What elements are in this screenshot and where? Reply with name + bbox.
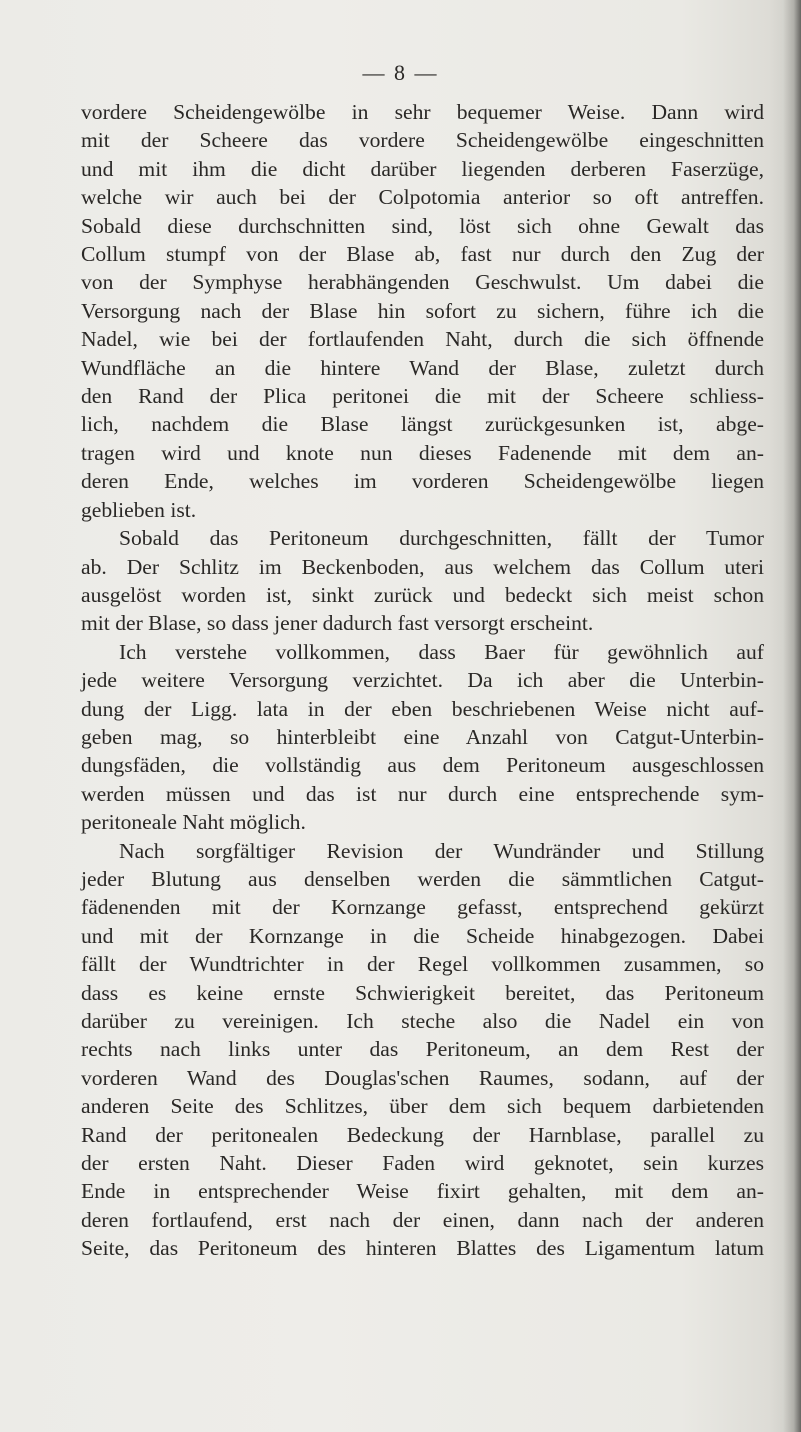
text-line: Nach sorgfältiger Revision der Wundränder und Stillung	[119, 838, 764, 863]
text-line: tragen wird und knote nun dieses Fadenende mit dem an-	[81, 440, 764, 465]
text-line: deren Ende, welches im vorderen Scheidengewölbe liegen	[81, 469, 764, 494]
text-line: deren fortlaufend, erst nach der einen, dann nach der anderen	[81, 1207, 764, 1232]
text-line: mit der Scheere das vordere Scheidengewölbe eingeschnitten	[81, 128, 764, 153]
text-line: Ich verstehe vollkommen, dass Baer für gewöhnlich auf	[119, 639, 764, 664]
text-line: fällt der Wundtrichter in der Regel vollkommen zusammen, so	[81, 952, 764, 977]
text-line: Nadel, wie bei der fortlaufenden Naht, durch die sich öffnende	[81, 327, 764, 352]
paragraph-3	[81, 638, 764, 837]
text-line: dass es keine ernste Schwierigkeit bereitet, das Peritoneum	[81, 980, 764, 1005]
text-line: darüber zu vereinigen. Ich steche also die Nadel ein von	[81, 1009, 764, 1033]
text-line: Rand der peritonealen Bedeckung der Harnblase, parallel zu	[81, 1122, 764, 1147]
text-line: ausgelöst worden ist, sinkt zurück und bedeckt sich meist schon	[81, 582, 764, 607]
text-line: werden müssen und das ist nur durch eine entsprechende sym-	[81, 781, 764, 806]
text-line: von der Symphyse herabhängenden Geschwulst. Um dabei die	[81, 270, 764, 295]
text-line: ab. Der Schlitz im Beckenboden, aus welchem das Collum uteri	[81, 554, 764, 579]
paragraph-4	[81, 837, 764, 1263]
text-line: fädenenden mit der Kornzange gefasst, entsprechend gekürzt	[81, 895, 764, 920]
text-line: Sobald das Peritoneum durchgeschnitten, fällt der Tumor	[119, 526, 764, 551]
text-line: Seite, das Peritoneum des hinteren Blattes des Ligamentum latum	[81, 1236, 764, 1261]
text-line: Collum stumpf von der Blase ab, fast nur durch den Zug der	[81, 242, 764, 267]
body-text	[81, 98, 764, 1263]
text-line: vorderen Wand des Douglas'schen Raumes, sodann, auf der	[81, 1065, 764, 1090]
text-line: jeder Blutung aus denselben werden die sämmtlichen Catgut-	[81, 866, 764, 891]
text-line: Ende in entsprechender Weise fixirt gehalten, mit dem an-	[81, 1179, 764, 1204]
text-line: rechts nach links unter das Peritoneum, an dem Rest der	[81, 1037, 764, 1062]
page-edge-shadow	[783, 0, 801, 1432]
text-line: dungsfäden, die vollständig aus dem Peritoneum ausgeschlossen	[81, 753, 764, 778]
text-line: und mit ihm die dicht darüber liegenden derberen Faserzüge,	[81, 156, 764, 181]
text-line: Wundfläche an die hintere Wand der Blase, zuletzt durch	[81, 355, 764, 380]
paragraph-2	[81, 524, 764, 638]
text-line: mit der Blase, so dass jener dadurch fast versorgt erscheint.	[81, 611, 594, 636]
text-line: Versorgung nach der Blase hin sofort zu sichern, führe ich die	[81, 298, 764, 323]
text-line: der ersten Naht. Dieser Faden wird geknotet, sein kurzes	[81, 1151, 764, 1176]
text-line: lich, nachdem die Blase längst zurückgesunken ist, abge-	[81, 412, 764, 437]
text-line: anderen Seite des Schlitzes, über dem sich bequem darbietenden	[81, 1094, 764, 1119]
text-line: geben mag, so hinterbleibt eine Anzahl von Catgut-Unterbin-	[81, 724, 764, 749]
text-line: vordere Scheidengewölbe in sehr bequemer Weise. Dann wird	[81, 100, 764, 124]
paragraph-1	[81, 98, 764, 524]
text-line: peritoneale Naht möglich.	[81, 810, 306, 835]
text-line: den Rand der Plica peritonei die mit der Scheere schliess-	[81, 384, 764, 409]
text-line: und mit der Kornzange in die Scheide hinabgezogen. Dabei	[81, 923, 764, 948]
text-line: jede weitere Versorgung verzichtet. Da ich aber die Unterbin-	[81, 668, 764, 693]
text-line: geblieben ist.	[81, 497, 197, 522]
text-line: welche wir auch bei der Colpotomia anterior so oft antreffen.	[81, 185, 764, 210]
page-number: — 8 —	[362, 60, 439, 85]
text-line: Sobald diese durchschnitten sind, löst sich ohne Gewalt das	[81, 213, 764, 238]
text-line: dung der Ligg. lata in der eben beschriebenen Weise nicht auf-	[81, 696, 764, 721]
